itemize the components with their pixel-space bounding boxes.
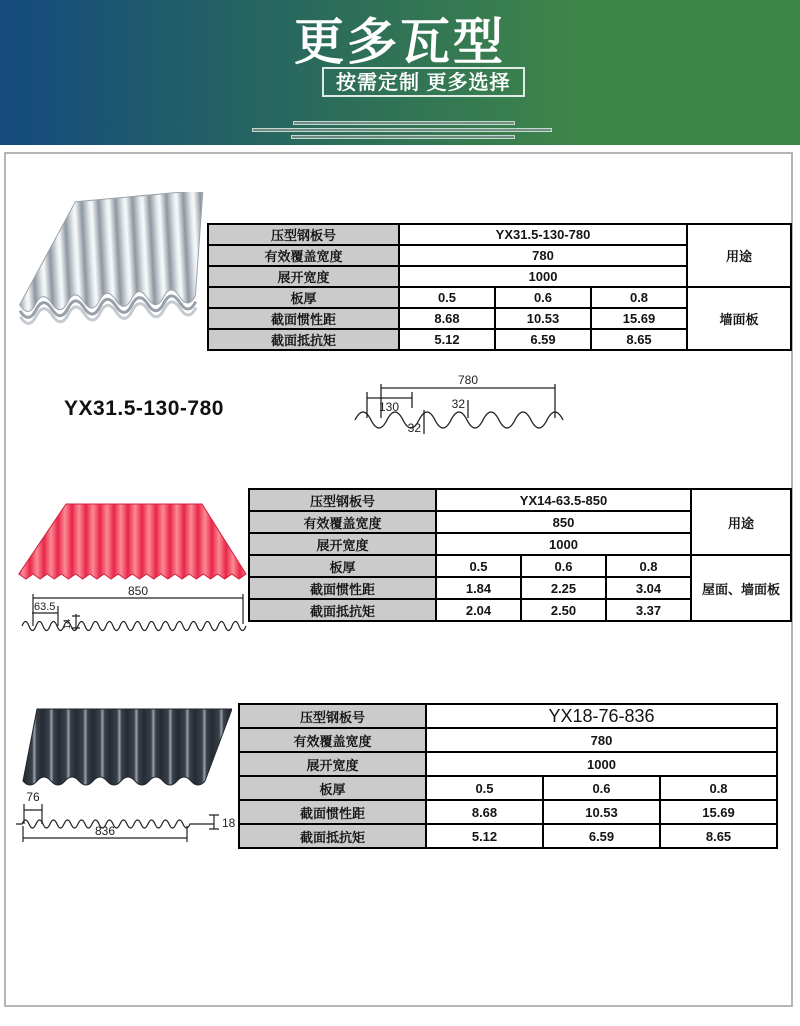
resistance-value: 8.65 [660, 824, 777, 848]
wave-profile [355, 412, 563, 428]
corrugated-sheet [23, 709, 232, 785]
unfold-width-value: 1000 [426, 752, 777, 776]
product-caption: YX31.5-130-780 [64, 397, 224, 420]
profile-diagram-yx31 [340, 374, 600, 444]
dimension-line-height [72, 614, 80, 630]
spec-table-yx31-5-130-780 [207, 223, 792, 351]
resistance-value: 2.50 [521, 599, 606, 621]
decorative-line [252, 128, 552, 132]
dim-label-wave-height: 32 [407, 421, 421, 435]
row-label-thickness: 板厚 [208, 287, 399, 308]
cover-width-value: 780 [399, 245, 687, 266]
cover-width-value: 850 [436, 511, 691, 533]
header-banner [0, 0, 800, 145]
resistance-value: 5.12 [399, 329, 495, 350]
row-label-unfold-width: 展开宽度 [239, 752, 426, 776]
usage-header: 用途 [687, 224, 791, 287]
unfold-width-value: 1000 [436, 533, 691, 555]
row-label-cover-width: 有效覆盖宽度 [208, 245, 399, 266]
row-label-model: 压型钢板号 [239, 704, 426, 728]
decorative-line [291, 135, 515, 139]
inertia-value: 10.53 [543, 800, 660, 824]
cover-width-value: 780 [426, 728, 777, 752]
thickness-value: 0.5 [436, 555, 521, 577]
dimension-line-height [209, 815, 219, 829]
row-label-inertia: 截面惯性距 [249, 577, 436, 599]
model-value: YX18-76-836 [426, 704, 777, 728]
row-label-model: 压型钢板号 [208, 224, 399, 245]
decorative-line [293, 121, 515, 125]
thickness-value: 0.8 [660, 776, 777, 800]
wave-profile [22, 622, 246, 631]
subtitle-badge: 按需定制 更多选择 [322, 67, 525, 97]
row-label-unfold-width: 展开宽度 [208, 266, 399, 287]
thickness-value: 0.6 [521, 555, 606, 577]
product-photo-silver-sheet [16, 192, 210, 346]
page-title: 更多瓦型 [294, 14, 506, 70]
dim-label-overall: 780 [457, 374, 479, 387]
resistance-value: 8.65 [591, 329, 687, 350]
row-label-resistance: 截面抵抗矩 [208, 329, 399, 350]
resistance-value: 5.12 [426, 824, 543, 848]
corrugated-sheet [16, 192, 209, 312]
model-value: YX14-63.5-850 [436, 489, 691, 511]
dim-label-height: 14 [62, 618, 72, 630]
dim-label-overall: 850 [127, 586, 149, 598]
corrugated-sheet [19, 504, 246, 579]
spec-table-yx14-63-5-850 [248, 488, 792, 622]
usage-value: 屋面、墙面板 [691, 555, 791, 621]
row-label-cover-width: 有效覆盖宽度 [239, 728, 426, 752]
thickness-value: 0.5 [426, 776, 543, 800]
row-label-unfold-width: 展开宽度 [249, 533, 436, 555]
inertia-value: 2.25 [521, 577, 606, 599]
inertia-value: 15.69 [660, 800, 777, 824]
dim-label-pitch: 63.5 [34, 601, 56, 613]
row-label-thickness: 板厚 [249, 555, 436, 577]
sheet-graphic [16, 192, 209, 324]
inertia-value: 1.84 [436, 577, 521, 599]
thickness-value: 0.8 [591, 287, 687, 308]
row-label-resistance: 截面抵抗矩 [249, 599, 436, 621]
thickness-value: 0.6 [543, 776, 660, 800]
dim-label-pitch: 76 [26, 790, 40, 804]
inertia-value: 10.53 [495, 308, 591, 329]
spec-table-yx18-76-836 [238, 703, 778, 849]
product-photo-red-sheet [16, 498, 248, 590]
thickness-value: 0.6 [495, 287, 591, 308]
thickness-value: 0.8 [606, 555, 691, 577]
inertia-value: 15.69 [591, 308, 687, 329]
usage-value: 墙面板 [687, 287, 791, 350]
row-label-cover-width: 有效覆盖宽度 [249, 511, 436, 533]
profile-diagram-yx18 [12, 790, 238, 846]
row-label-thickness: 板厚 [239, 776, 426, 800]
unfold-width-value: 1000 [399, 266, 687, 287]
dim-label-pitch: 130 [378, 400, 400, 414]
dim-label-height: 18 [222, 816, 236, 830]
inertia-value: 8.68 [399, 308, 495, 329]
usage-header: 用途 [691, 489, 791, 555]
resistance-value: 6.59 [495, 329, 591, 350]
row-label-model: 压型钢板号 [249, 489, 436, 511]
dim-label-overall: 836 [94, 824, 116, 838]
row-label-resistance: 截面抵抗矩 [239, 824, 426, 848]
model-value: YX31.5-130-780 [399, 224, 687, 245]
row-label-inertia: 截面惯性距 [239, 800, 426, 824]
thickness-value: 0.5 [399, 287, 495, 308]
resistance-value: 6.59 [543, 824, 660, 848]
product-photo-dark-sheet [8, 703, 232, 791]
profile-diagram-yx14 [20, 586, 250, 640]
inertia-value: 8.68 [426, 800, 543, 824]
dim-label-wave-width: 32 [451, 397, 465, 411]
inertia-value: 3.04 [606, 577, 691, 599]
resistance-value: 3.37 [606, 599, 691, 621]
resistance-value: 2.04 [436, 599, 521, 621]
row-label-inertia: 截面惯性距 [208, 308, 399, 329]
